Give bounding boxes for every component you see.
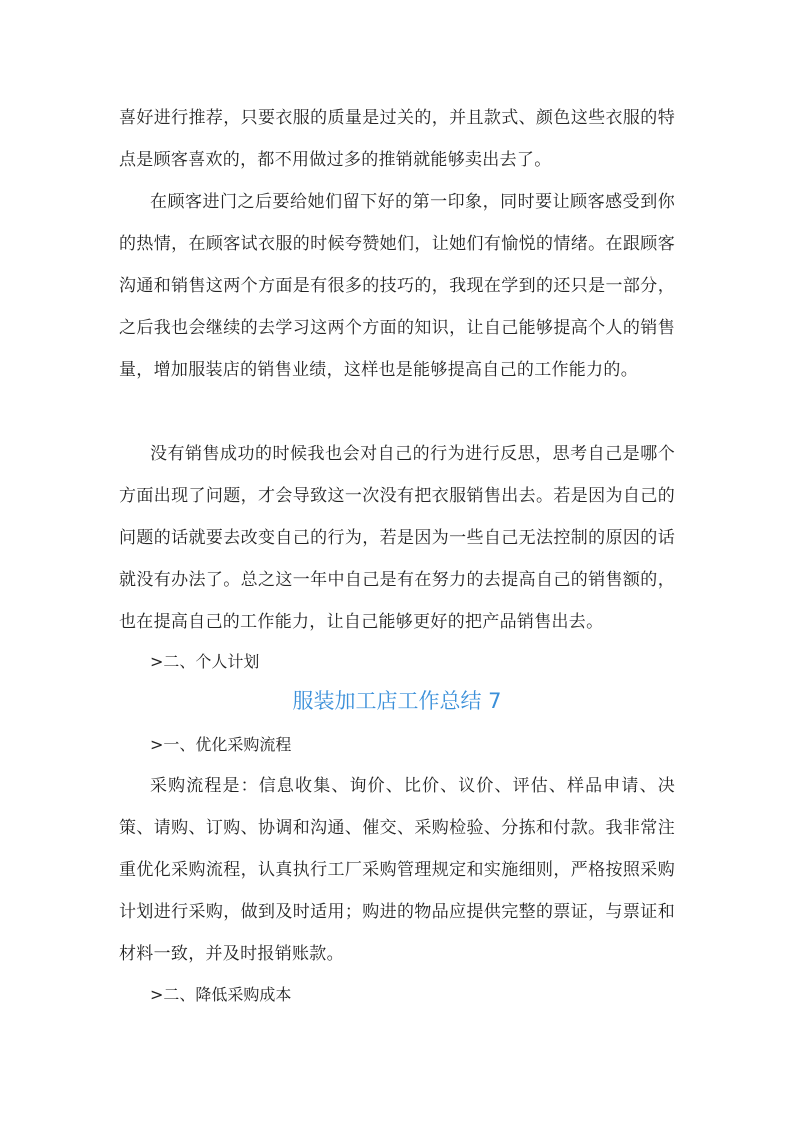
heading-optimize-procurement: >一、优化采购流程 [150,735,292,754]
paragraph-recommendation: 喜好进行推荐，只要衣服的质量是过关的，并且款式、颜色这些衣服的特点是顾客喜欢的，都不用做过多的推销就能够卖出去了。 [119,108,675,170]
paragraph-reflection: 没有销售成功的时候我也会对自己的行为进行反思，思考自己是哪个方面出现了问题，才会导致这一次没有把衣服销售出去。若是因为自己的问题的话就要去改变自己的行为，若是因为一些自己无法控制的原因的话就没有办法了。总之这一年中自己是有在努力的去提高自己的销售额的，也在提高自己的工作能力，让自己能够更好的把产品销售出去。 [119,444,675,632]
paragraph-customer-impression: 在顾客进门之后要给她们留下好的第一印象，同时要让顾客感受到你的热情，在顾客试衣服的时候夸赞她们，让她们有愉悦的情绪。在跟顾客沟通和销售这两个方面是有很多的技巧的，我现在学到的还只是一部分，之后我也会继续的去学习这两个方面的知识，让自己能够提高个人的销售量，增加服装店的销售业绩，这样也是能够提高自己的工作能力的。 [119,192,675,380]
heading-personal-plan: >二、个人计划 [150,652,260,671]
heading-reduce-cost: >二、降低采购成本 [150,985,292,1004]
section-title: 服装加工店工作总结 7 [292,689,502,713]
paragraph-procurement-process: 采购流程是：信息收集、询价、比价、议价、评估、样品申请、决策、请购、订购、协调和沟通、催交、采购检验、分拣和付款。我非常注重优化采购流程，认真执行工厂采购管理规定和实施细则，严格按照采购计划进行采购，做到及时适用；购进的物品应提供完整的票证，与票证和材料一致，并及时报销账款。 [119,776,675,964]
